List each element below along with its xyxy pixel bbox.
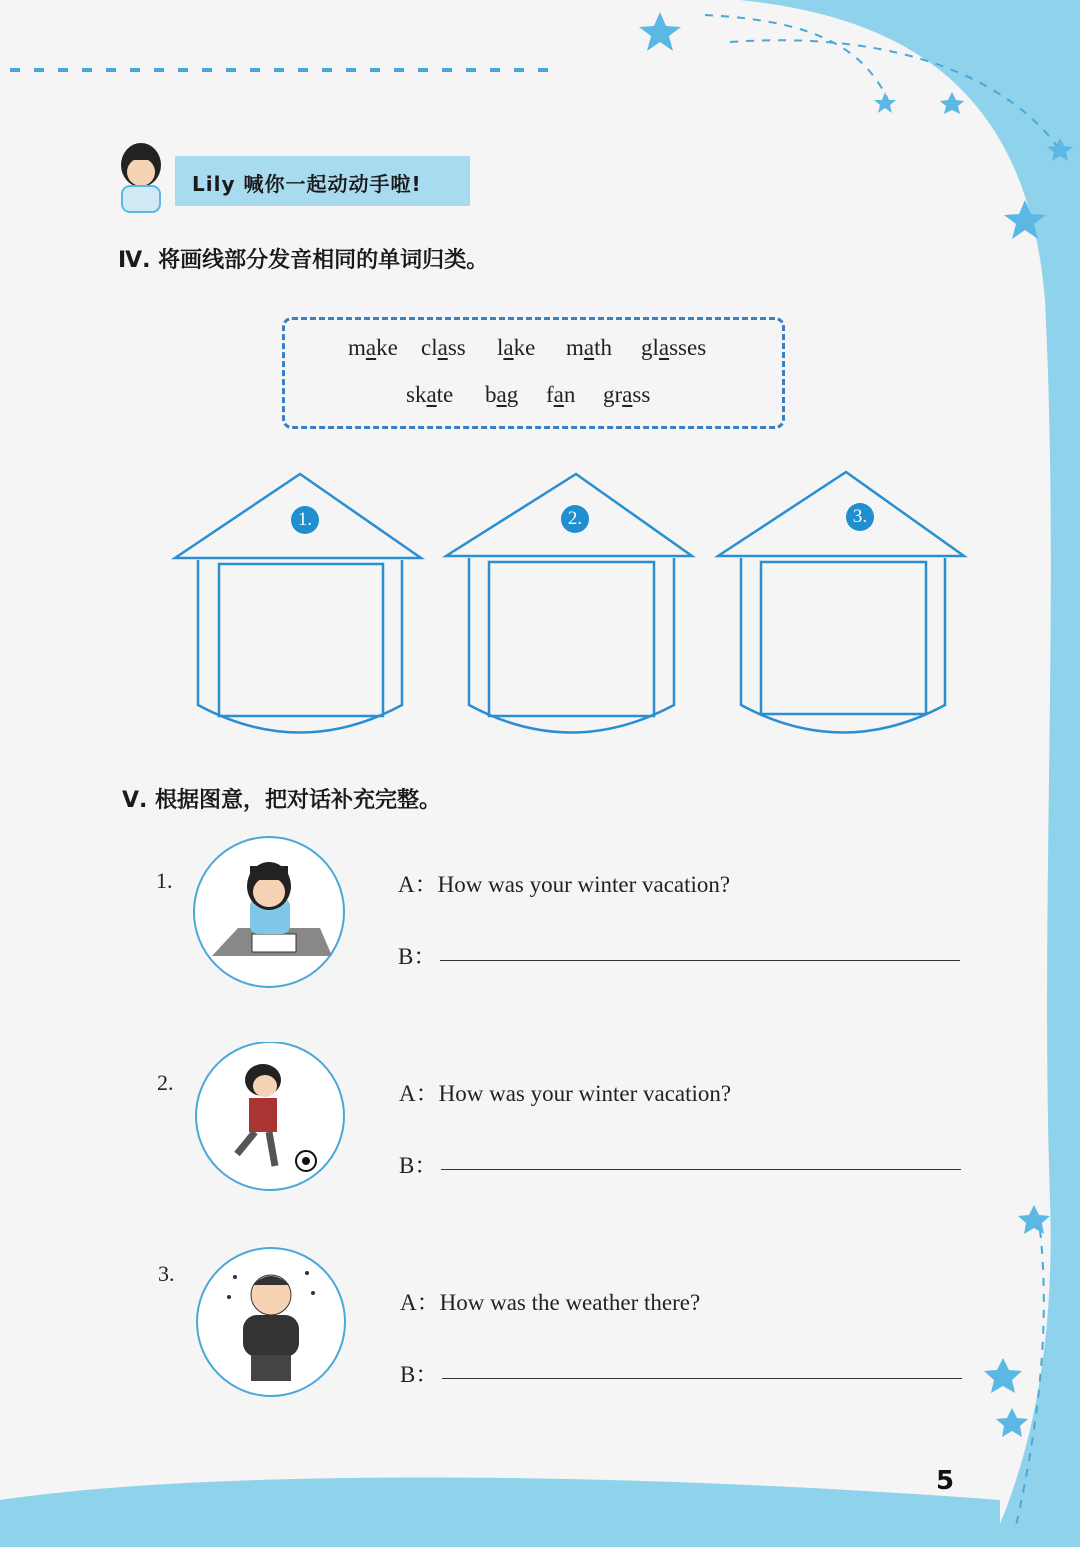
section4-title: Ⅳ. 将画线部分发音相同的单词归类。 bbox=[118, 248, 489, 273]
dialogue-a-3: A：How was the weather there? bbox=[400, 1290, 701, 1315]
page-number: 5 bbox=[936, 1466, 955, 1496]
word-part: f bbox=[546, 382, 554, 407]
hot-boy-sweating-picture bbox=[195, 1247, 351, 1399]
word-part: ss bbox=[447, 335, 466, 360]
word-part: m bbox=[566, 335, 584, 360]
word-part: g bbox=[506, 382, 519, 407]
dialogue-a-2: A：How was your winter vacation? bbox=[399, 1081, 732, 1106]
section5-title: Ⅴ. 根据图意，把对话补充完整。 bbox=[122, 788, 442, 813]
dialogue-b-label-2: B： bbox=[399, 1153, 438, 1178]
answer-line-2[interactable] bbox=[441, 1169, 961, 1170]
houses-diagram bbox=[0, 0, 1080, 760]
word-part: sses bbox=[669, 335, 707, 360]
word-part: gr bbox=[603, 382, 623, 407]
boy-playing-football-picture bbox=[193, 1042, 349, 1194]
dialogue-b-label-1: B： bbox=[398, 944, 437, 969]
word-part: ss bbox=[632, 382, 651, 407]
underlined-letter: a bbox=[658, 335, 670, 360]
house-number-2: 2. bbox=[561, 505, 589, 533]
word-part: sk bbox=[406, 382, 427, 407]
underlined-letter: a bbox=[583, 335, 595, 360]
underlined-letter: a bbox=[365, 335, 377, 360]
question-number: 2. bbox=[157, 1070, 174, 1095]
house-3 bbox=[718, 472, 964, 733]
question-number: 1. bbox=[156, 868, 173, 893]
word-part: m bbox=[348, 335, 366, 360]
word-part: ke bbox=[513, 335, 536, 360]
dialogue-a-1: A：How was your winter vacation? bbox=[398, 872, 731, 897]
house-number-3: 3. bbox=[846, 503, 874, 531]
dialogue-b-label-3: B： bbox=[400, 1362, 439, 1387]
word-part: l bbox=[497, 335, 504, 360]
question-number: 3. bbox=[158, 1261, 175, 1286]
word-part: th bbox=[594, 335, 612, 360]
word-part: gl bbox=[641, 335, 659, 360]
underlined-letter: a bbox=[622, 382, 633, 407]
girl-writing-picture bbox=[192, 836, 348, 992]
house-number-1: 1. bbox=[291, 506, 319, 534]
banner-title: Lily 喊你一起动动手啦! bbox=[192, 172, 422, 196]
word-part: te bbox=[436, 382, 454, 407]
word-part: b bbox=[485, 382, 497, 407]
underlined-letter: a bbox=[503, 335, 514, 360]
underlined-letter: a bbox=[496, 382, 507, 407]
bottom-wave bbox=[0, 1478, 1000, 1547]
word-part: ke bbox=[376, 335, 398, 360]
underlined-letter: a bbox=[426, 382, 437, 407]
word-part: cl bbox=[421, 335, 438, 360]
answer-line-1[interactable] bbox=[440, 960, 960, 961]
answer-line-3[interactable] bbox=[442, 1378, 962, 1379]
word-part: n bbox=[563, 382, 576, 407]
underlined-letter: a bbox=[437, 335, 448, 360]
underlined-letter: a bbox=[553, 382, 564, 407]
